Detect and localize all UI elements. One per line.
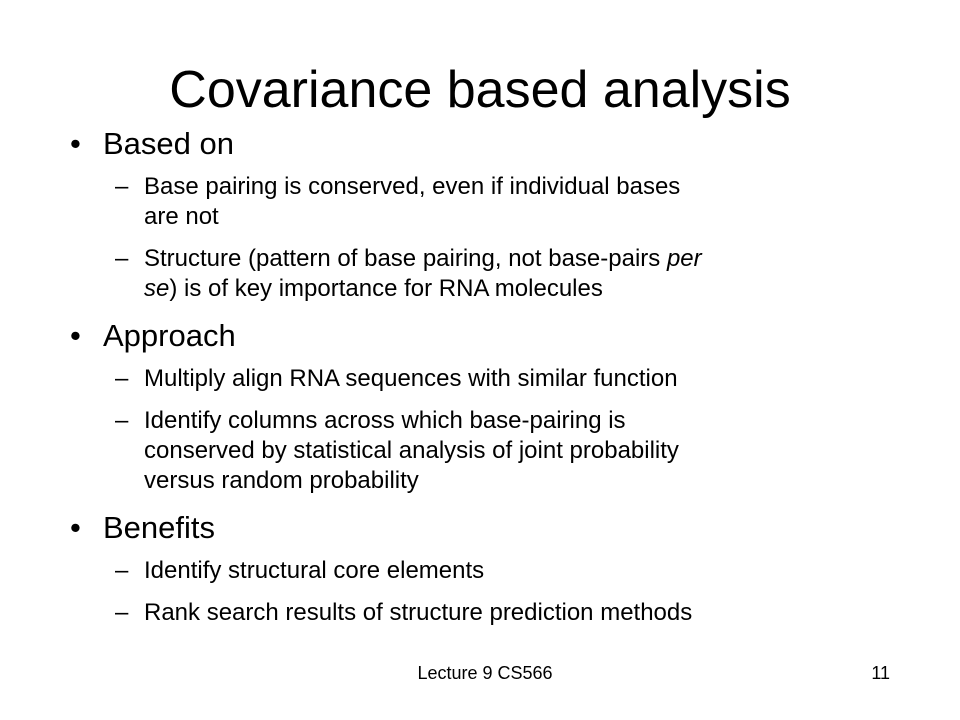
sub-dash: – [115,245,129,272]
sub-line [144,244,910,274]
sub-line: Rank search results of structure prediction methods [144,599,693,626]
sub-line-text: Structure (pattern of base pairing, not base-pairs [144,245,661,272]
bullet-dot: • [70,318,81,353]
bullet-heading: Based on [103,126,234,161]
sub-line: are not [144,203,219,230]
sub-item [70,598,910,628]
sub-dash: – [115,407,129,434]
section-based-on [70,124,910,304]
footer-lecture: Lecture 9 CS566 [417,663,553,683]
section-benefits [70,508,910,628]
bullet-approach [70,316,910,356]
section-approach [70,316,910,496]
sub-line: Identify columns across which base-pairing is [144,407,626,434]
italic-word: per [666,245,702,272]
bullet-dot: • [70,510,81,545]
sub-dash: – [115,365,129,392]
sub-line: versus random probability [144,467,419,494]
bullet-based-on [70,124,910,164]
sub-item [70,364,910,394]
sub-dash: – [115,557,129,584]
sub-dash: – [115,599,129,626]
bullet-heading: Benefits [103,510,216,545]
sub-line: Multiply align RNA sequences with similar function [144,365,678,392]
sub-item [70,244,910,304]
slide-content [70,124,910,628]
sub-line [144,274,910,304]
sub-item [70,556,910,586]
sub-line: Base pairing is conserved, even if individual bases [144,173,681,200]
bullet-heading: Approach [103,318,236,353]
sub-line: Identify structural core elements [144,557,485,584]
sub-item [70,406,910,496]
sub-line-text: ) is of key importance for RNA molecules [169,275,603,302]
sub-line: conserved by statistical analysis of joint probability [144,437,679,464]
bullet-dot: • [70,126,81,161]
italic-word: se [144,275,170,302]
sub-dash: – [115,173,129,200]
bullet-benefits [70,508,910,548]
slide-number: 11 [871,663,890,683]
sub-item [70,172,910,232]
slide-title: Covariance based analysis [169,61,791,119]
